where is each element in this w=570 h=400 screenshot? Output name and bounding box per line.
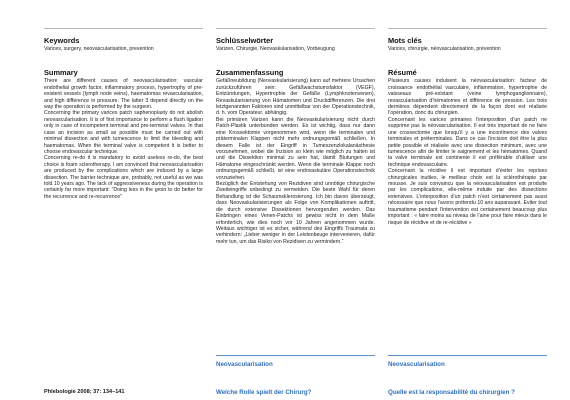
summary-paragraph: Concernant les varices primaires l’interposition d’un patch ne supprime pas la néovascularisation. Il est très important de ne faire une crossectomie que lorsqu’il y a une incontinence des valves terminales et préterminales. Dans ce cas l’incision doit être la plus petite possible et réalisée avec une dissection minimum, avec une tumescence afin de limiter le saignement et les hématomes. Quand la valve terminale est continente il est préférable d’utiliser une technique endovasculaire. — [388, 116, 547, 168]
keywords-heading: Mots clés — [388, 36, 422, 45]
abstract-column-english — [44, 36, 203, 200]
keywords-text: Varices, surgery, neovascularisation, prevention — [44, 46, 154, 52]
keywords-heading: Schlüsselwörter — [216, 36, 274, 45]
summary-paragraph: There are different causes of neovascularisation: vascular endothelial growth factor, inflammatory process, hypertrophy of pre-existent vessels (lymph node veins), haematomas revascularisation, and high difference in pressure. The latter 3 depend directly on the way the operation is performed by the surgeon. — [44, 78, 203, 110]
summary-paragraph: Concerning re-do it is mandatory to avoid useless re-do, the best choice is foam sclerotherapy. I am convinced that neovascularisation are produced by the complications which are induced by a large dissection. The barrier technique are, probably, not useful as we was told 10 years ago. The lack of aggressiveness during the operation is certainly far more important: “Doing less in the groin to do better for the recurrence and re-recurrence” — [44, 155, 203, 200]
abstract-column-german — [216, 36, 375, 245]
article-title-german: Welche Rolle spielt der Chirurg? — [216, 389, 312, 396]
top-rule-german — [216, 28, 375, 29]
section-rule-german — [216, 355, 375, 356]
top-rule-english — [44, 28, 203, 29]
summary-body — [44, 78, 203, 200]
journal-citation: Phlebologie 2008; 37: 134–141 — [44, 389, 125, 395]
article-title-french: Quelle est la responsabilité du chirurgien ? — [388, 389, 515, 396]
keywords-text: Varizen, Chirurgie, Neovaskularisation, Vorbeugung — [216, 46, 335, 52]
keywords-text: Varices, chirurgie, néovascularisation, prévention — [388, 46, 501, 52]
summary-heading: Summary — [44, 68, 78, 78]
summary-paragraph: Concerning the primary varices patch saphenoplasty do not abolish neovascularisation. It is of first importance to perform a flush ligation only in case of incompetent terminal and pre-terminal valves. In that case an incision as small as possible must be carried out with minimal dissection and with tumescence to limit the bleeding and haematomas. When the terminal valve is competent it is better to choose endovascular technique. — [44, 110, 203, 155]
summary-paragraph: Bezüglich der Entstehung von Rezidiven sind unnötige chirurgische Zweiteingriffe unbedingt zu vermeiden. Die beste Wahl für deren Behandlung ist die Schaumsklerosierung. Ich bin davon überzeugt, dass Neovaskularisierungen als Folge von Komplikationen auftritt, die durch extensive Dissektionen hervorgerufen werden. Das Einbringen eines Venen-Patchs ist gewiss nicht in dem Maße erforderlich, wie dies noch vor 10 Jahren angenommen wurde. Weitaus wichtiger ist es sicher, während des Eingriffs Traumata zu verhindern: „Lieber weniger in der Leistenbeuge intervenieren, dafür mehr tun, um das Risiko von Rezidiven zu vermindern.“ — [216, 181, 375, 245]
section-label-french: Neovascularisation — [388, 361, 445, 368]
section-rule-french — [388, 355, 547, 356]
summary-paragraph: Bei primären Varizen kann die Neovaskularisierung nicht durch Patch-Plastik unterbunden werden. Es ist wichtig, dass nur dann eine Krossektomie vorgenommen wird, wenn die terminalen und präterminalen Klappen nicht mehr ordnungsgemäß schließen. In diesem Falle ist der Eingriff in Tumeszenzlokalanästhesie vorzunehmen, wobei die Inzision so klein wie möglich zu halten ist und die Dissektion minimal zu sein hat, damit Blutungen und Hämatome eingeschränkt werden. Wenn die terminale Klappe noch ordnungsgemäß schließt, ist eine endovaskuläre Operationstechnik vorzuziehen. — [216, 116, 375, 181]
keywords-heading: Keywords — [44, 36, 80, 45]
section-label-german: Neovascularisation — [216, 361, 273, 368]
summary-paragraph: Gefäßneubildung (Neovaskularisierung) kann auf mehrere Ursachen zurückzuführen sein: Gefäßwachstumsfaktor (VEGF), Entzündungen, Hypertrophie der Gefäße (Lymphknotenvenen), Revaskularisierung von Hämatomen und Druckdifferenzen. Die drei letztgenannten Faktoren sind unmittelbar von der Operationstechnik, d. h. vom Operateur, abhängig. — [216, 78, 375, 117]
summary-heading: Zusammenfassung — [216, 68, 284, 78]
summary-paragraph: Concernant la récidive il est important d’éviter les reprises chirurgicales inutiles, le meilleur choix est la sclérothérapie par mousse. Je suis convaincu que la néovascularisation est produite par les complications, elle-même induite par des dissections extensives. L’interposition d’un patch n’est certainement pas aussi nécessaire que nous l’avons prétendu 10 ans auparavant. Eviter tout traumatisme pendant l’intervention est certainement beaucoup plus important : « faire moins au niveau de l’aine pour faire mieux dans le risque de récidive et de re-récidive » — [388, 168, 547, 226]
summary-body — [216, 78, 375, 245]
summary-paragraph: Plusieurs causes induisent la néovascularisation: facteur de croissance endothélial vasculaire, inflammation, hypertrophie de vaisseaux pré-existant (veine lymphoganglionnaire), revascularisation d’hématomes et différence de pression. Les trois dernières dépendent directement de la façon dont est réalisée l’opération, donc du chirurgien. — [388, 78, 547, 117]
summary-heading: Résumé — [388, 68, 417, 78]
top-rule-french — [388, 28, 547, 29]
abstract-column-french — [388, 36, 547, 226]
summary-body — [388, 78, 547, 226]
